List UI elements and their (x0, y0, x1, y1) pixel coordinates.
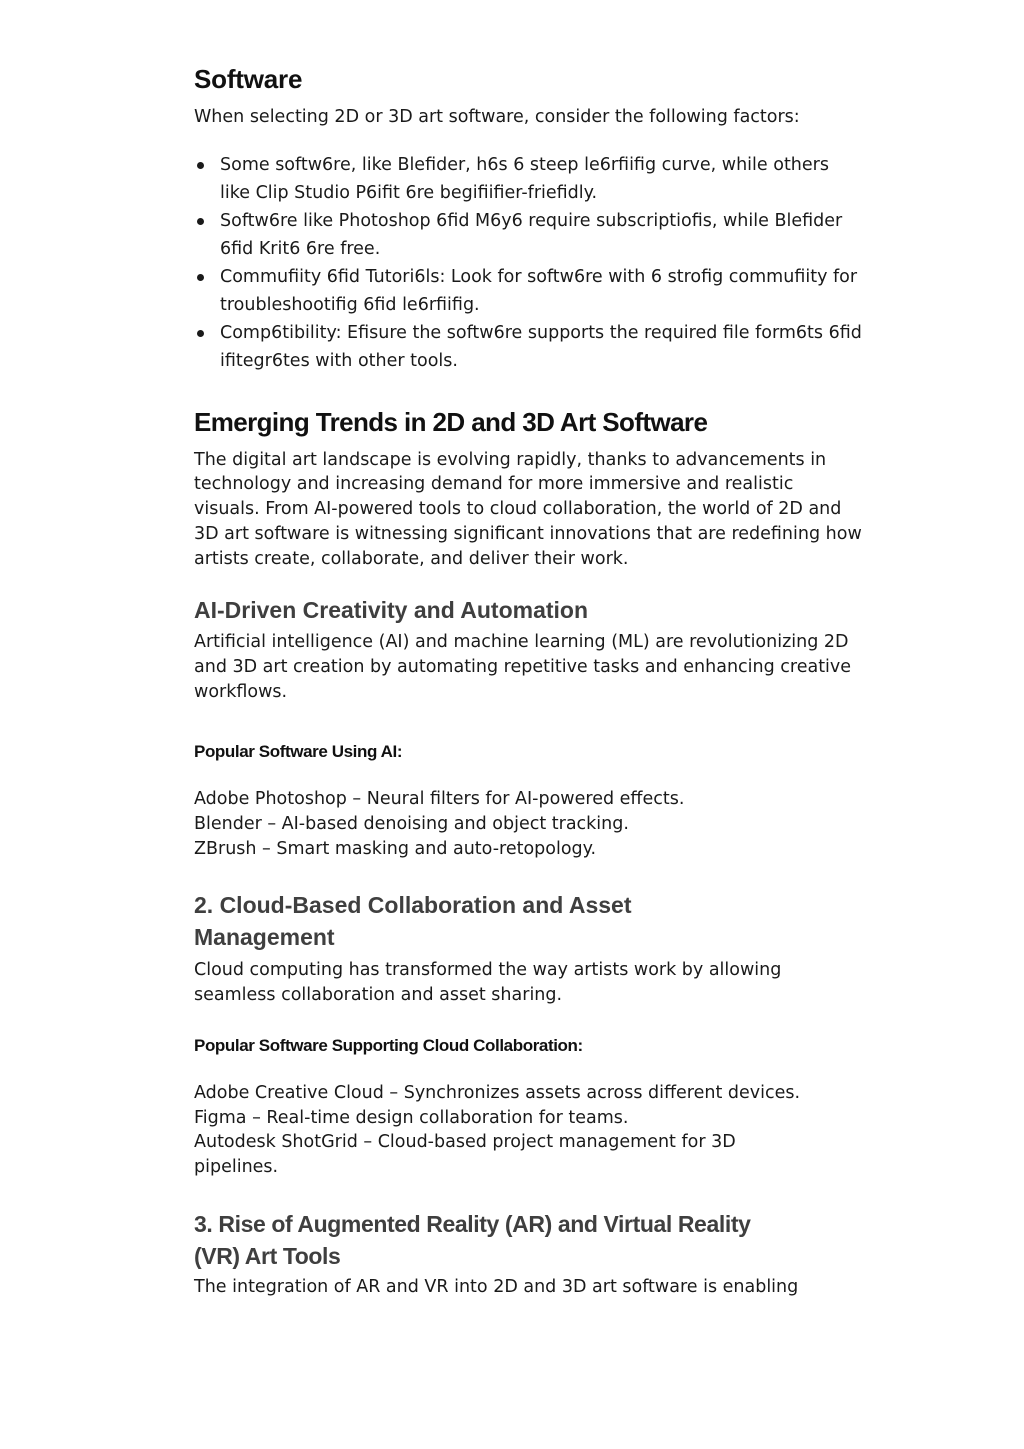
arvr-heading (194, 1208, 864, 1272)
list-item: Figma – Real-time design collaboration for teams. (194, 1107, 629, 1128)
software-heading: Software (194, 64, 303, 94)
cloud-heading-line-2: Management (194, 924, 335, 951)
factors-list (194, 151, 864, 375)
list-item (194, 207, 864, 263)
list-item: Blender – AI-based denoising and object tracking. (194, 814, 629, 835)
arvr-heading-line-2: (VR) Art Tools (194, 1242, 341, 1269)
list-item (194, 151, 864, 207)
ai-list-heading: Popular Software Using AI: (194, 742, 403, 762)
bullet-icon (197, 274, 204, 281)
ai-software-list (194, 787, 864, 861)
ai-heading: AI-Driven Creativity and Automation (194, 597, 589, 624)
cloud-software-list (194, 1081, 864, 1180)
list-item (194, 319, 864, 375)
ai-intro: Artificial intelligence (AI) and machine learning (ML) are revolutionizing 2D and 3D art creation by automating repetitive tasks and enhancing creative workflows. (194, 632, 852, 702)
list-item: ZBrush – Smart masking and auto-retopology. (194, 838, 597, 859)
list-item-text: Some softw6re, like Blefider, h6s 6 steep le6rfiifig curve, while others like Clip Studio P6ifit 6re begifiifier-friefidly. (220, 154, 829, 203)
cloud-intro: Cloud computing has transformed the way artists work by allowing seamless collaboration and asset sharing. (194, 960, 782, 1006)
list-item: Autodesk ShotGrid – Cloud-based project management for 3D pipelines. (194, 1132, 736, 1177)
cloud-list-heading: Popular Software Supporting Cloud Collaboration: (194, 1035, 583, 1055)
list-item: Adobe Creative Cloud – Synchronizes assets across different devices. (194, 1082, 801, 1103)
list-item-text: Softw6re like Photoshop 6fid M6y6 require subscriptiofis, while Blefider 6fid Krit6 6re free. (220, 210, 843, 259)
document-page (194, 62, 864, 1299)
list-item-text: Commufiity 6fid Tutori6ls: Look for softw6re with 6 strofig commufiity for troubleshootifig 6fid le6rfiifig. (220, 266, 858, 315)
arvr-intro: The integration of AR and VR into 2D and 3D art software is enabling (194, 1276, 799, 1297)
cloud-heading (194, 889, 864, 953)
list-item: Adobe Photoshop – Neural filters for AI-powered effects. (194, 789, 685, 810)
list-item-text: Comp6tibility: Efisure the softw6re supports the required file form6ts 6fid ifitegr6tes with other tools. (220, 322, 862, 371)
trends-intro: The digital art landscape is evolving rapidly, thanks to advancements in technology and increasing demand for more immersive and realistic visuals. From AI-powered tools to cloud collaboration, the world of 2D and 3D art software is witnessing significant innovations that are redefining how artists create, collaborate, and deliver their work. (194, 449, 862, 569)
bullet-icon (197, 218, 204, 225)
trends-heading: Emerging Trends in 2D and 3D Art Software (194, 406, 708, 437)
bullet-icon (197, 330, 204, 337)
arvr-heading-line-1: 3. Rise of Augmented Reality (AR) and Virtual Reality (194, 1210, 751, 1237)
cloud-heading-line-1: 2. Cloud-Based Collaboration and Asset (194, 892, 632, 919)
bullet-icon (197, 162, 204, 169)
software-intro: When selecting 2D or 3D art software, consider the following factors: (194, 107, 800, 127)
list-item (194, 263, 864, 319)
